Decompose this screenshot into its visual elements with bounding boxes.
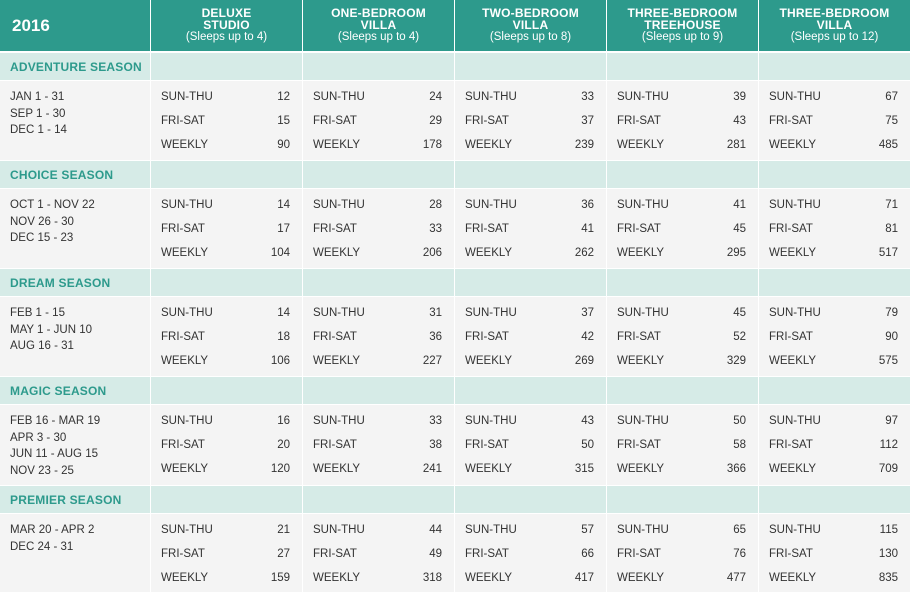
points-cell [465, 246, 594, 260]
column-sleeps-note: (Sleeps up to 8) [489, 31, 572, 43]
night-type-label: FRI-SAT [313, 223, 357, 235]
points-cell [313, 306, 442, 320]
date-range: MAR 20 - APR 2 [10, 524, 95, 536]
points-value: 57 [581, 524, 594, 536]
points-cell [161, 438, 290, 452]
night-type-label: FRI-SAT [617, 548, 661, 560]
points-value: 58 [733, 439, 746, 451]
points-cell [617, 438, 746, 452]
points-cell [617, 222, 746, 236]
row-divider [0, 80, 910, 81]
points-value: 37 [581, 115, 594, 127]
year-header: 2016 [0, 0, 150, 51]
night-type-label: FRI-SAT [161, 439, 205, 451]
night-type-label: WEEKLY [161, 463, 209, 475]
points-cell [465, 462, 594, 476]
date-range: SEP 1 - 30 [10, 107, 66, 120]
night-type-label: FRI-SAT [617, 439, 661, 451]
points-value: 159 [270, 572, 290, 584]
points-value: 42 [581, 331, 594, 343]
points-cell [465, 138, 594, 152]
points-cell [617, 138, 746, 152]
night-type-label: WEEKLY [769, 355, 817, 367]
season-dates [10, 305, 92, 355]
points-value: 52 [733, 331, 746, 343]
points-cell [161, 138, 290, 152]
points-value: 71 [885, 199, 898, 211]
night-type-label: FRI-SAT [313, 115, 357, 127]
points-value: 39 [733, 91, 746, 103]
points-cell [769, 198, 898, 212]
points-cell [465, 222, 594, 236]
points-value: 178 [422, 139, 442, 151]
points-cell [313, 330, 442, 344]
points-cell [161, 330, 290, 344]
column-header [151, 0, 302, 51]
night-type-label: SUN-THU [465, 199, 517, 211]
column-title-line-1: TWO-BEDROOM [482, 6, 579, 20]
points-value: 66 [581, 548, 594, 560]
points-value: 36 [581, 199, 594, 211]
points-cell [161, 198, 290, 212]
season-name: PREMIER SEASON [10, 492, 122, 507]
row-divider [0, 296, 910, 297]
night-type-label: FRI-SAT [769, 331, 813, 343]
points-value: 21 [277, 524, 290, 536]
points-cell [769, 330, 898, 344]
column-header [303, 0, 454, 51]
night-type-label: WEEKLY [161, 247, 209, 259]
points-cell [769, 114, 898, 128]
points-cell [617, 330, 746, 344]
night-type-label: WEEKLY [769, 572, 817, 584]
date-range: NOV 23 - 25 [10, 464, 74, 477]
season-dates [10, 197, 95, 247]
night-type-label: WEEKLY [617, 463, 665, 475]
points-value: 67 [885, 91, 898, 103]
points-value: 366 [726, 463, 746, 475]
night-type-label: SUN-THU [161, 199, 213, 211]
points-cell [617, 414, 746, 428]
points-value: 76 [733, 548, 746, 560]
points-value: 81 [885, 223, 898, 235]
row-divider [0, 485, 910, 486]
points-cell [161, 114, 290, 128]
column-sleeps-note: (Sleeps up to 4) [337, 31, 420, 43]
date-range: JAN 1 - 31 [10, 91, 65, 103]
points-cell [617, 306, 746, 320]
points-value: 41 [733, 199, 746, 211]
night-type-label: FRI-SAT [313, 548, 357, 560]
points-cell [313, 547, 442, 561]
night-type-label: WEEKLY [313, 139, 361, 151]
season-band [0, 269, 910, 296]
points-value: 14 [277, 199, 290, 211]
night-type-label: SUN-THU [617, 91, 669, 103]
night-type-label: WEEKLY [465, 572, 513, 584]
night-type-label: SUN-THU [617, 524, 669, 536]
night-type-label: SUN-THU [313, 91, 365, 103]
column-header [759, 0, 910, 51]
points-value: 517 [878, 247, 898, 259]
points-cell [769, 547, 898, 561]
column-header [455, 0, 606, 51]
night-type-label: FRI-SAT [617, 223, 661, 235]
points-cell [617, 571, 746, 585]
season-band [0, 377, 910, 404]
night-type-label: FRI-SAT [465, 115, 509, 127]
night-type-label: FRI-SAT [617, 115, 661, 127]
points-value: 29 [429, 115, 442, 127]
points-value: 206 [422, 247, 442, 259]
points-value: 24 [429, 91, 442, 103]
points-value: 50 [581, 439, 594, 451]
season-dates [10, 89, 67, 139]
date-range: DEC 1 - 14 [10, 124, 67, 136]
points-value: 17 [277, 223, 290, 235]
night-type-label: SUN-THU [465, 524, 517, 536]
column-title-line-2: VILLA [360, 18, 397, 32]
points-value: 75 [885, 115, 898, 127]
points-cell [465, 90, 594, 104]
night-type-label: FRI-SAT [465, 548, 509, 560]
night-type-label: SUN-THU [617, 307, 669, 319]
points-value: 18 [277, 331, 290, 343]
season-name: DREAM SEASON [10, 275, 111, 290]
points-cell [313, 414, 442, 428]
points-cell [161, 90, 290, 104]
points-cell [617, 114, 746, 128]
night-type-label: SUN-THU [313, 524, 365, 536]
night-type-label: WEEKLY [617, 355, 665, 367]
date-range: AUG 16 - 31 [10, 340, 74, 352]
points-cell [465, 547, 594, 561]
night-type-label: WEEKLY [769, 247, 817, 259]
date-range: NOV 26 - 30 [10, 215, 74, 228]
column-title-line-2: STUDIO [203, 18, 250, 32]
night-type-label: WEEKLY [465, 139, 513, 151]
points-value: 45 [733, 307, 746, 319]
points-cell [313, 462, 442, 476]
points-cell [769, 138, 898, 152]
points-value: 44 [429, 524, 442, 536]
night-type-label: WEEKLY [465, 463, 513, 475]
points-cell [769, 354, 898, 368]
points-cell [617, 246, 746, 260]
points-value: 27 [277, 548, 290, 560]
date-range: JUN 11 - AUG 15 [10, 448, 98, 460]
season-name: ADVENTURE SEASON [10, 59, 142, 74]
points-cell [617, 354, 746, 368]
column-title-line-2: VILLA [816, 18, 853, 32]
points-value: 241 [422, 463, 442, 475]
column-title-line-1: THREE-BEDROOM [627, 6, 738, 20]
date-range: DEC 24 - 31 [10, 540, 74, 553]
points-value: 115 [879, 524, 898, 536]
column-title-line-2: VILLA [512, 18, 549, 32]
points-cell [161, 354, 290, 368]
night-type-label: WEEKLY [313, 463, 361, 475]
night-type-label: SUN-THU [313, 199, 365, 211]
points-value: 15 [277, 115, 290, 127]
points-value: 20 [277, 439, 290, 451]
points-value: 50 [733, 415, 746, 427]
date-range: FEB 1 - 15 [10, 307, 65, 319]
points-cell [617, 523, 746, 537]
points-cell [769, 246, 898, 260]
season-name: CHOICE SEASON [10, 167, 114, 182]
night-type-label: FRI-SAT [313, 331, 357, 343]
night-type-label: FRI-SAT [465, 439, 509, 451]
night-type-label: FRI-SAT [769, 548, 813, 560]
night-type-label: WEEKLY [313, 572, 361, 584]
night-type-label: SUN-THU [769, 199, 821, 211]
night-type-label: WEEKLY [617, 139, 665, 151]
date-range: APR 3 - 30 [10, 431, 67, 444]
night-type-label: WEEKLY [769, 463, 817, 475]
points-cell [465, 114, 594, 128]
points-cell [617, 90, 746, 104]
points-value: 49 [429, 548, 442, 560]
points-cell [465, 330, 594, 344]
points-value: 31 [429, 307, 442, 319]
points-cell [161, 306, 290, 320]
column-sleeps-note: (Sleeps up to 9) [641, 31, 724, 43]
points-value: 36 [429, 331, 442, 343]
date-range: DEC 15 - 23 [10, 232, 74, 244]
row-divider [0, 51, 910, 53]
points-cell [769, 306, 898, 320]
night-type-label: WEEKLY [161, 355, 209, 367]
night-type-label: SUN-THU [617, 415, 669, 427]
points-cell [465, 306, 594, 320]
column-sleeps-note: (Sleeps up to 12) [790, 31, 879, 43]
night-type-label: FRI-SAT [161, 331, 205, 343]
season-dates [10, 413, 100, 479]
points-cell [465, 198, 594, 212]
points-value: 33 [429, 223, 442, 235]
points-value: 28 [429, 199, 442, 211]
row-divider [0, 268, 910, 269]
night-type-label: WEEKLY [617, 247, 665, 259]
column-title-line-1: THREE-BEDROOM [779, 6, 890, 20]
points-cell [769, 523, 898, 537]
night-type-label: SUN-THU [769, 91, 821, 103]
points-cell [313, 246, 442, 260]
points-cell [617, 462, 746, 476]
column-title-line-1: ONE-BEDROOM [331, 6, 426, 20]
row-divider [0, 404, 910, 405]
points-value: 318 [422, 572, 442, 584]
points-value: 485 [878, 139, 898, 151]
points-value: 12 [277, 91, 290, 103]
night-type-label: FRI-SAT [617, 331, 661, 343]
points-value: 269 [574, 355, 594, 367]
night-type-label: SUN-THU [465, 91, 517, 103]
points-cell [617, 198, 746, 212]
season-band [0, 486, 910, 513]
night-type-label: SUN-THU [769, 524, 821, 536]
night-type-label: FRI-SAT [161, 223, 205, 235]
night-type-label: SUN-THU [313, 307, 365, 319]
points-cell [769, 414, 898, 428]
night-type-label: FRI-SAT [769, 115, 813, 127]
night-type-label: SUN-THU [161, 524, 213, 536]
points-value: 79 [885, 307, 898, 319]
points-value: 227 [422, 355, 442, 367]
points-cell [465, 571, 594, 585]
points-value: 14 [277, 307, 290, 319]
points-cell [161, 547, 290, 561]
points-cell [161, 222, 290, 236]
points-value: 329 [726, 355, 746, 367]
night-type-label: SUN-THU [617, 199, 669, 211]
points-value: 33 [429, 415, 442, 427]
points-value: 575 [878, 355, 898, 367]
points-value: 112 [879, 439, 898, 451]
night-type-label: WEEKLY [313, 355, 361, 367]
points-value: 104 [270, 247, 290, 259]
points-value: 106 [270, 355, 290, 367]
night-type-label: FRI-SAT [161, 115, 205, 127]
points-value: 120 [270, 463, 290, 475]
points-cell [769, 462, 898, 476]
points-cell [313, 222, 442, 236]
points-value: 43 [733, 115, 746, 127]
column-title-line-1: DELUXE [201, 6, 252, 20]
column-header [607, 0, 758, 51]
points-cell [161, 246, 290, 260]
points-value: 37 [581, 307, 594, 319]
row-divider [0, 376, 910, 377]
points-value: 295 [726, 247, 746, 259]
night-type-label: SUN-THU [161, 415, 213, 427]
points-cell [769, 222, 898, 236]
points-cell [161, 414, 290, 428]
night-type-label: WEEKLY [465, 247, 513, 259]
row-divider [0, 188, 910, 189]
points-cell [465, 438, 594, 452]
points-value: 709 [878, 463, 898, 475]
points-value: 65 [733, 524, 746, 536]
row-divider [0, 160, 910, 161]
night-type-label: FRI-SAT [161, 548, 205, 560]
points-cell [617, 547, 746, 561]
points-value: 38 [429, 439, 442, 451]
points-cell [465, 354, 594, 368]
points-value: 41 [581, 223, 594, 235]
night-type-label: SUN-THU [465, 415, 517, 427]
date-range: OCT 1 - NOV 22 [10, 199, 95, 211]
season-band [0, 53, 910, 80]
night-type-label: WEEKLY [617, 572, 665, 584]
night-type-label: WEEKLY [161, 139, 209, 151]
points-cell [769, 90, 898, 104]
season-name: MAGIC SEASON [10, 383, 107, 398]
night-type-label: WEEKLY [161, 572, 209, 584]
night-type-label: SUN-THU [769, 415, 821, 427]
points-cell [161, 523, 290, 537]
points-cell [313, 523, 442, 537]
date-range: FEB 16 - MAR 19 [10, 415, 101, 427]
points-cell [313, 198, 442, 212]
night-type-label: FRI-SAT [769, 223, 813, 235]
points-cell [313, 114, 442, 128]
row-divider [0, 513, 910, 514]
points-value: 130 [878, 548, 898, 560]
points-value: 417 [574, 572, 594, 584]
points-cell [161, 571, 290, 585]
points-value: 281 [726, 139, 746, 151]
night-type-label: SUN-THU [161, 91, 213, 103]
points-cell [313, 90, 442, 104]
column-title-line-2: TREEHOUSE [644, 18, 721, 32]
night-type-label: SUN-THU [769, 307, 821, 319]
points-value: 97 [885, 415, 898, 427]
points-cell [313, 138, 442, 152]
night-type-label: WEEKLY [769, 139, 817, 151]
night-type-label: FRI-SAT [769, 439, 813, 451]
points-cell [313, 354, 442, 368]
night-type-label: FRI-SAT [465, 331, 509, 343]
points-cell [313, 438, 442, 452]
date-range: MAY 1 - JUN 10 [10, 323, 93, 336]
points-cell [465, 414, 594, 428]
season-dates [10, 522, 94, 555]
points-value: 90 [885, 331, 898, 343]
points-value: 262 [574, 247, 594, 259]
points-value: 45 [733, 223, 746, 235]
points-value: 315 [574, 463, 594, 475]
column-sleeps-note: (Sleeps up to 4) [185, 31, 268, 43]
points-value: 90 [277, 139, 290, 151]
points-cell [313, 571, 442, 585]
points-cell [769, 571, 898, 585]
points-cell [161, 462, 290, 476]
night-type-label: SUN-THU [161, 307, 213, 319]
night-type-label: SUN-THU [465, 307, 517, 319]
night-type-label: WEEKLY [465, 355, 513, 367]
points-value: 43 [581, 415, 594, 427]
points-value: 33 [581, 91, 594, 103]
points-value: 239 [574, 139, 594, 151]
night-type-label: FRI-SAT [465, 223, 509, 235]
points-cell [465, 523, 594, 537]
points-cell [769, 438, 898, 452]
points-value: 16 [277, 415, 290, 427]
points-value: 835 [878, 572, 898, 584]
night-type-label: FRI-SAT [313, 439, 357, 451]
night-type-label: SUN-THU [313, 415, 365, 427]
season-band [0, 161, 910, 188]
points-value: 477 [726, 572, 746, 584]
night-type-label: WEEKLY [313, 247, 361, 259]
